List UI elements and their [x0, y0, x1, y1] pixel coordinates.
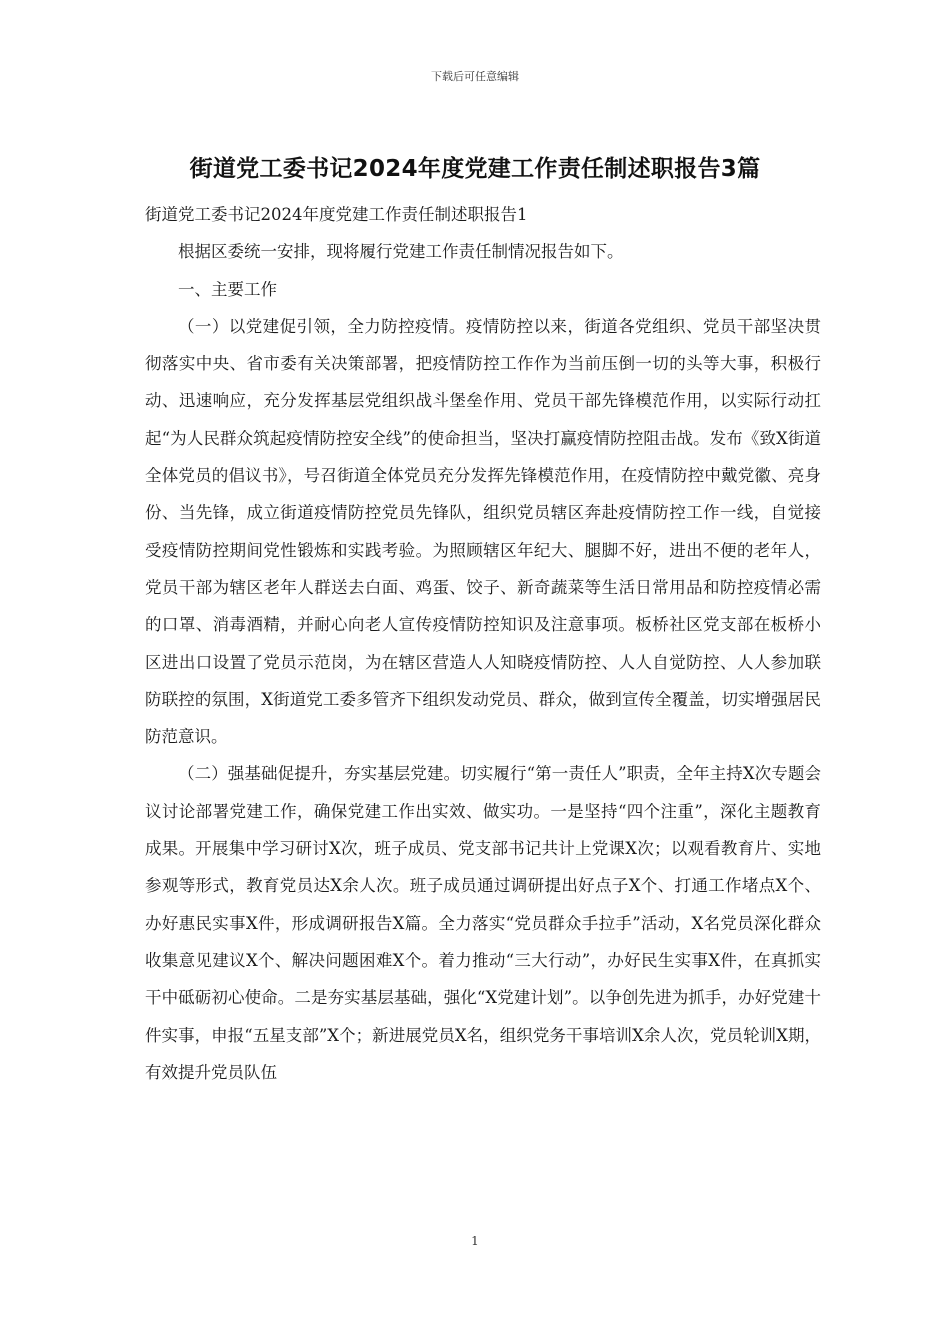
- paragraph-grassroots-building: （二）强基础促提升，夯实基层党建。切实履行“第一责任人”职责，全年主持X次专题会议讨论部署党建工作，确保党建工作出实效、做实功。一是坚持“四个注重”，深化主题教育成果。开展集中学习研讨X次，班子成员、党支部书记共计上党课X次；以观看教育片、实地参观等形式，教育党员达X余人次。班子成员通过调研提出好点子X个、打通工作堵点X个、办好惠民实事X件，形成调研报告X篇。全力落实“党员群众手拉手”活动，X名党员深化群众收集意见建议X个、解决问题困难X个。着力推动“三大行动”，办好民生实事X件，在真抓实干中砥砺初心使命。二是夯实基层基础，强化“X党建计划”。以争创先进为抓手，办好党建十件实事，申报“五星支部”X个；新进展党员X名，组织党务干事培训X余人次，党员轮训X期，有效提升党员队伍: [145, 764, 821, 1082]
- paragraph-intro: 根据区委统一安排，现将履行党建工作责任制情况报告如下。: [178, 242, 624, 262]
- paragraph-epidemic-control: （一）以党建促引领，全力防控疫情。疫情防控以来，街道各党组织、党员干部坚决贯彻落实中央、省市委有关决策部署，把疫情防控工作作为当前压倒一切的头等大事，积极行动、迅速响应，充分发挥基层党组织战斗堡垒作用、党员干部先锋模范作用，以实际行动扛起“为人民群众筑起疫情防控安全线”的使命担当，坚决打赢疫情防控阻击战。发布《致X街道全体党员的倡议书》，号召街道全体党员充分发挥先锋模范作用，在疫情防控中戴党徽、亮身份、当先锋，成立街道疫情防控党员先锋队，组织党员辖区奔赴疫情防控工作一线，自觉接受疫情防控期间党性锻炼和实践考验。为照顾辖区年纪大、腿脚不好，进出不便的老年人，党员干部为辖区老年人群送去白面、鸡蛋、饺子、新奇蔬菜等生活日常用品和防控疫情必需的口罩、消毒酒精，并耐心向老人宣传疫情防控知识及注意事项。板桥社区党支部在板桥小区进出口设置了党员示范岗，为在辖区营造人人知晓疫情防控、人人自觉防控、人人参加联防联控的氛围，X街道党工委多管齐下组织发动党员、群众，做到宣传全覆盖，切实增强居民防范意识。: [145, 316, 821, 747]
- document-subtitle: 街道党工委书记2024年度党建工作责任制述职报告1: [145, 205, 528, 224]
- section-heading: 一、主要工作: [178, 279, 277, 299]
- header-note: 下载后可任意编辑: [431, 70, 519, 83]
- document-title: 街道党工委书记2024年度党建工作责任制述职报告3篇: [189, 156, 761, 182]
- page-number: 1: [471, 1234, 479, 1248]
- document-body: [145, 196, 821, 1091]
